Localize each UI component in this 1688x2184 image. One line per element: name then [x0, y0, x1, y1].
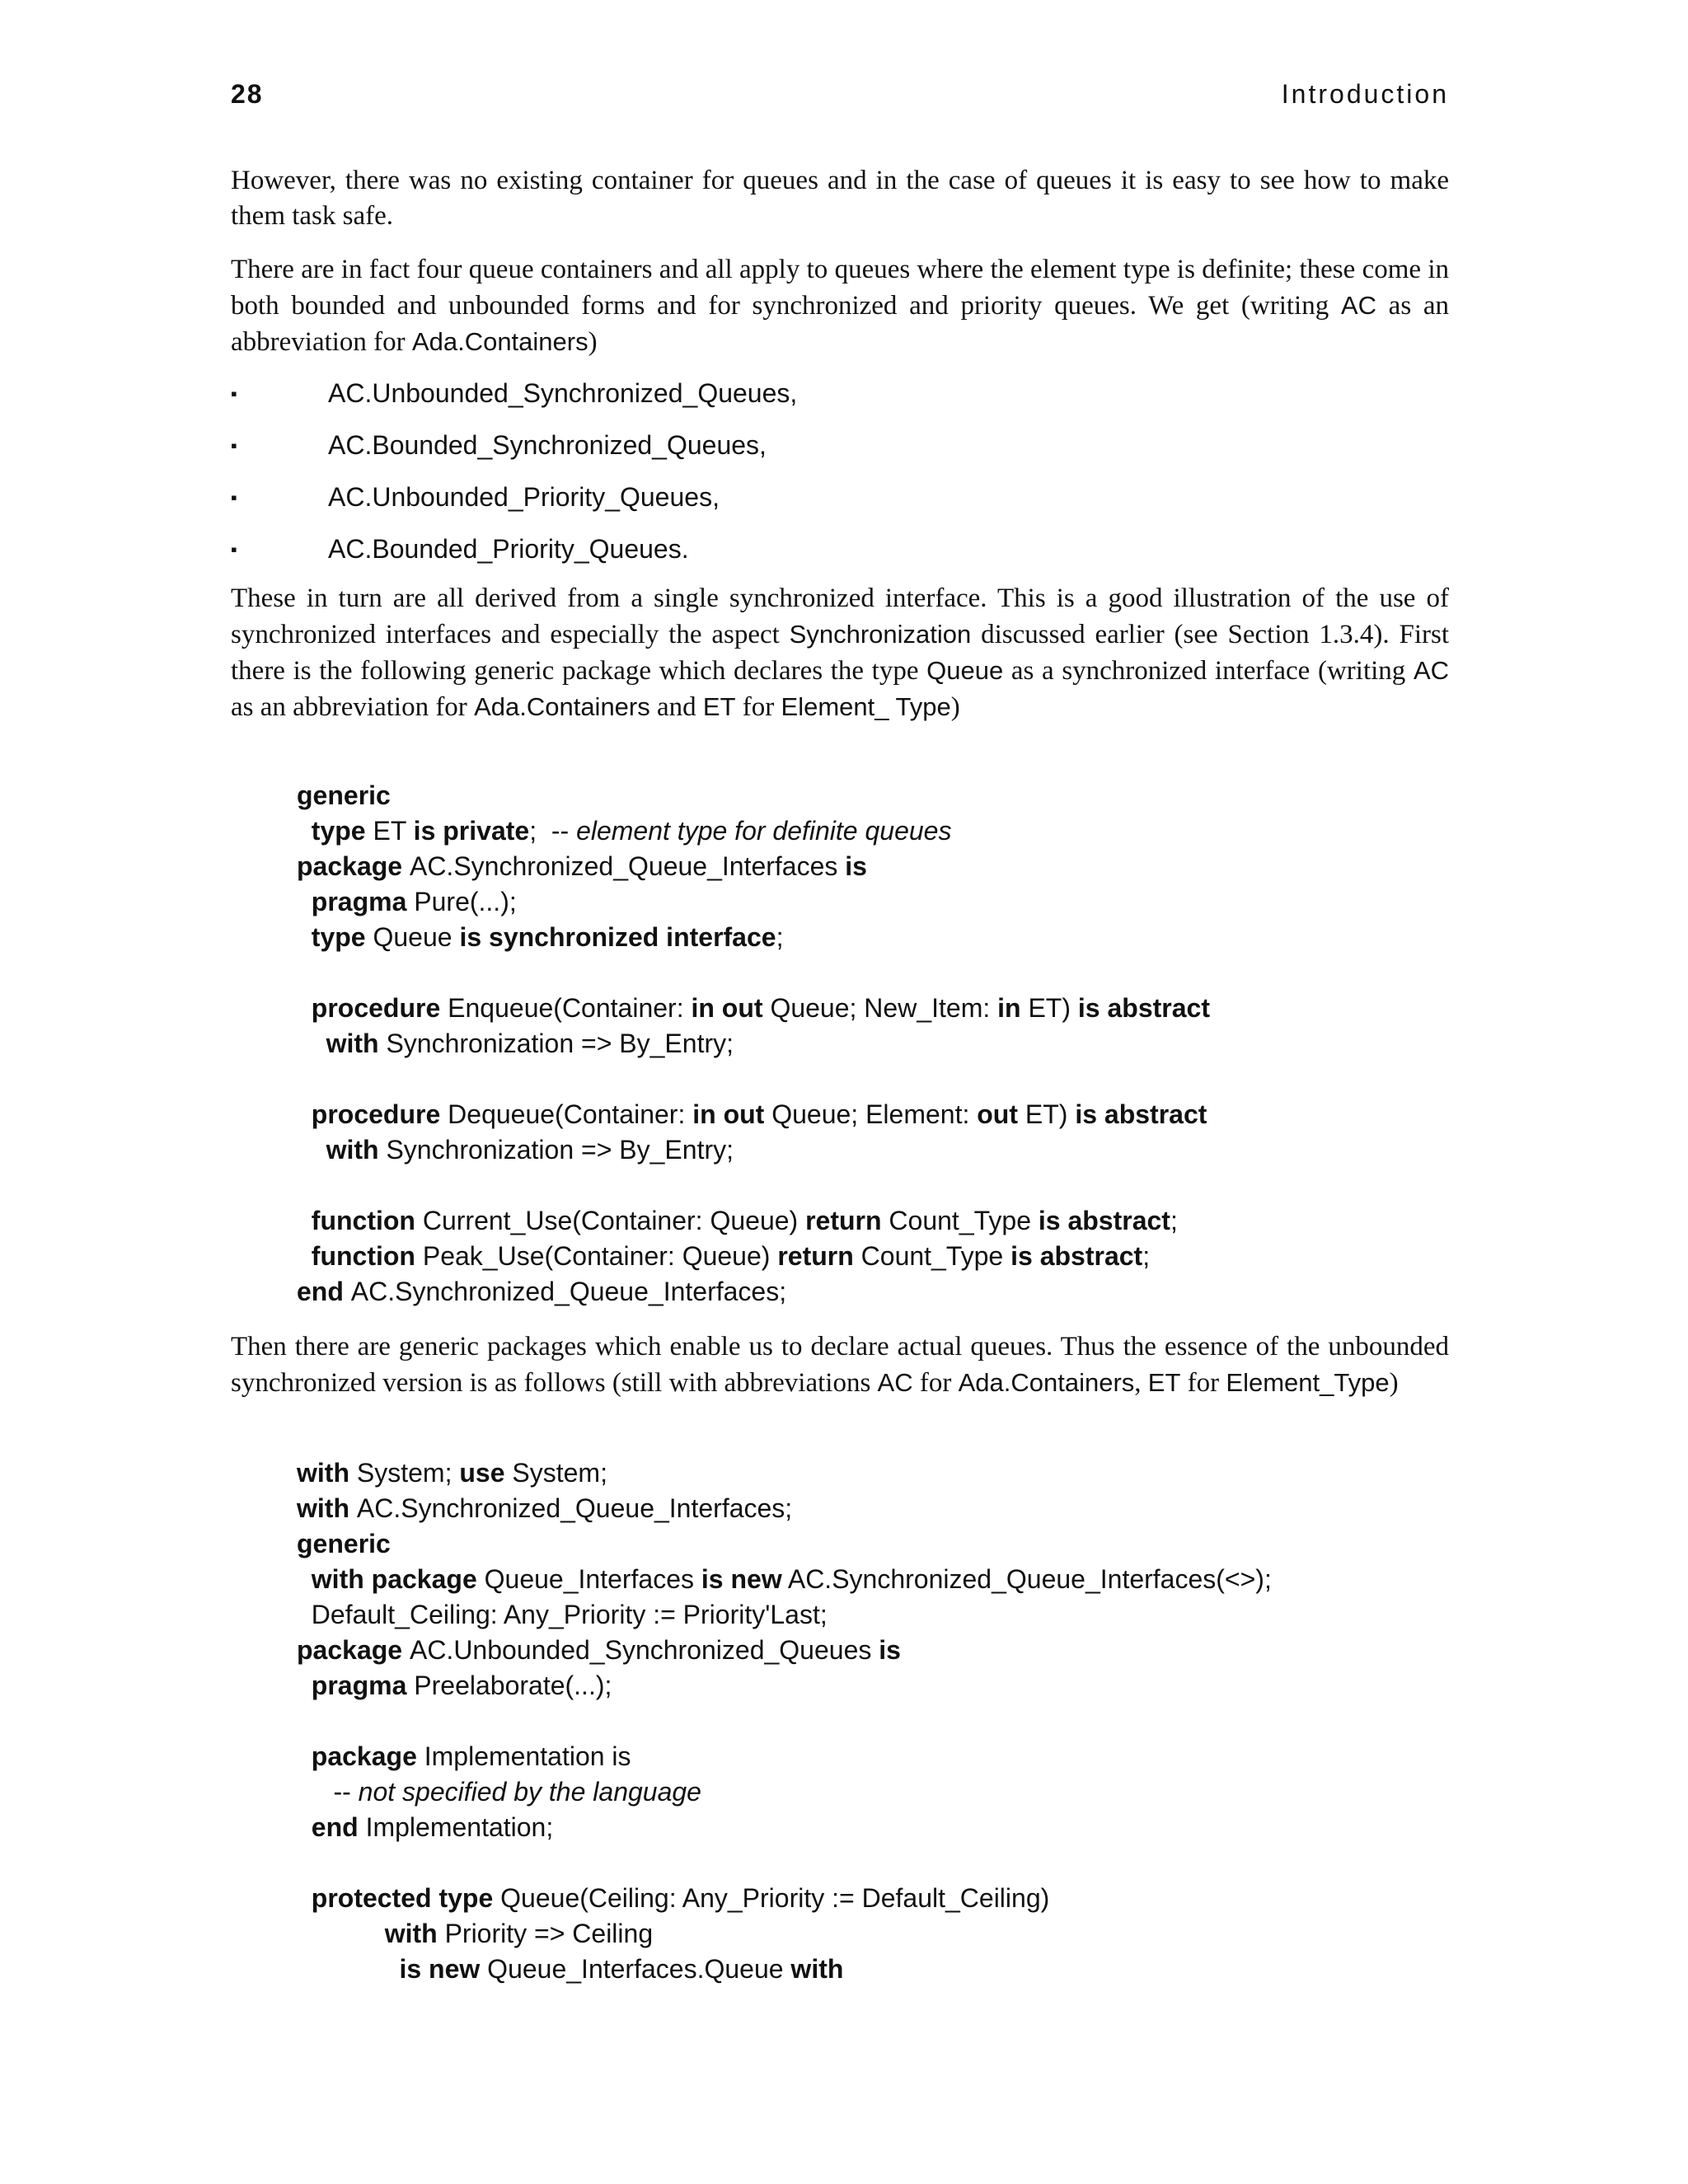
code-text: ET): [1017, 1099, 1076, 1129]
code-text: Queue; Element:: [764, 1099, 978, 1129]
bullet-icon: ▪: [231, 487, 237, 508]
code-indent: [297, 1135, 326, 1165]
code-keyword: package: [297, 1635, 410, 1665]
code-term-synchronization: Synchronization: [789, 620, 972, 649]
text-run: These in turn are all derived from a single synchronized interface. This is a good illustration of the use of synchronized interfaces and especially the aspect: [231, 583, 1449, 649]
code-term-ada-containers: Ada.Containers: [958, 1368, 1135, 1397]
list-item: [231, 480, 1449, 532]
code-line: [297, 1952, 1451, 1987]
text-run: ): [1389, 1368, 1399, 1398]
code-text: ; --: [529, 816, 577, 846]
code-indent: [297, 922, 312, 952]
code-keyword: is abstract: [1038, 1206, 1170, 1235]
code-keyword: end: [311, 1812, 366, 1842]
code-keyword: with: [384, 1919, 445, 1948]
text-run: ): [950, 692, 960, 722]
code-line: [297, 920, 1451, 955]
code-text: Enqueue(Container:: [448, 993, 692, 1023]
code-keyword: with: [297, 1458, 357, 1488]
page-header: [231, 79, 1449, 120]
code-line: [297, 1597, 1451, 1633]
text-run: for: [735, 692, 781, 722]
code-line: [297, 1774, 1451, 1810]
code-text: Dequeue(Container:: [448, 1099, 693, 1129]
code-text: Default_Ceiling: Any_Priority := Priority'Last;: [311, 1600, 828, 1629]
code-keyword: end: [297, 1277, 351, 1306]
text-run: for: [912, 1368, 959, 1398]
code-keyword: is: [879, 1635, 901, 1665]
code-line: [297, 813, 1451, 849]
code-text: Queue: [373, 922, 460, 952]
code-line: [297, 1810, 1451, 1845]
code-text: System;: [356, 1458, 460, 1488]
code-term-element-type: Element_Type: [1226, 1368, 1390, 1397]
code-indent: [297, 816, 312, 846]
text-run: as an abbreviation for: [231, 692, 475, 722]
code-indent: [297, 1919, 385, 1948]
code-line: [297, 884, 1451, 920]
text-run: as an abbreviation for: [231, 291, 1449, 357]
code-indent: [297, 1241, 312, 1271]
code-text: Implementation;: [365, 1812, 554, 1842]
paragraph-synchronized-interface: [231, 581, 1449, 725]
code-indent: [297, 1600, 312, 1629]
list-item-text: AC.Bounded_Priority_Queues.: [328, 534, 689, 564]
list-item-text: AC.Unbounded_Priority_Queues,: [328, 482, 720, 512]
code-term-et: ET: [702, 692, 736, 721]
code-line: [297, 1881, 1451, 1916]
code-line: [297, 1168, 1451, 1203]
code-comment: not specified by the language: [358, 1777, 701, 1807]
code-keyword: with: [297, 1493, 357, 1523]
paragraph-generic-packages: [231, 1329, 1449, 1401]
code-text: ;: [1170, 1206, 1178, 1235]
code-indent: [297, 1029, 326, 1058]
code-line: [297, 1097, 1451, 1132]
code-comment: element type for definite queues: [576, 816, 952, 846]
list-item: [231, 376, 1449, 428]
text-run: ): [588, 327, 598, 357]
code-keyword: procedure: [311, 993, 448, 1023]
code-keyword: protected type: [311, 1883, 501, 1913]
code-keyword: with package: [311, 1564, 485, 1594]
code-keyword: function: [311, 1206, 423, 1235]
text-run: Then there are generic packages which enable us to declare actual queues. Thus the essence of the unbounded synchronized version is as follows (still with abbreviations: [231, 1332, 1449, 1398]
code-text: AC.Synchronized_Queue_Interfaces;: [350, 1277, 787, 1306]
code-text: ;: [1142, 1241, 1151, 1271]
bullet-icon: ▪: [231, 539, 237, 560]
code-keyword: generic: [297, 780, 391, 810]
code-term-queue: Queue: [926, 656, 1004, 685]
code-text: Count_Type: [881, 1206, 1039, 1235]
code-keyword: package: [297, 851, 410, 881]
code-keyword: with: [790, 1954, 844, 1984]
paragraph-intro: However, there was no existing container for queues and in the case of queues it is easy to see how to make them task safe.: [231, 166, 1449, 231]
code-text: Count_Type: [853, 1241, 1011, 1271]
code-indent: [297, 1812, 312, 1842]
list-item: [231, 532, 1449, 583]
code-line: [297, 1562, 1451, 1597]
text-run: discussed earlier (see Section 1.3.4). First there is the following generic package which declares the type: [231, 620, 1449, 686]
code-line: [297, 1132, 1451, 1168]
code-text: AC.Synchronized_Queue_Interfaces;: [356, 1493, 793, 1523]
code-line: [297, 778, 1451, 813]
code-keyword: with: [326, 1135, 387, 1165]
code-line: [297, 1203, 1451, 1239]
code-line: [297, 1455, 1451, 1491]
code-term-ac: AC: [1413, 656, 1450, 685]
list-item-text: AC.Bounded_Synchronized_Queues,: [328, 430, 767, 460]
text-run: ,: [1134, 1368, 1148, 1398]
code-line: [297, 1062, 1451, 1097]
running-title: Introduction: [1281, 79, 1449, 109]
code-text: Queue_Interfaces.Queue: [487, 1954, 791, 1984]
code-keyword: in out: [692, 1099, 765, 1129]
code-term-ac: AC: [877, 1368, 913, 1397]
code-keyword: in: [997, 993, 1021, 1023]
code-keyword: is new: [399, 1954, 488, 1984]
code-line: [297, 1633, 1451, 1668]
code-keyword: out: [977, 1099, 1018, 1129]
code-indent: [297, 1099, 312, 1129]
code-text: AC.Synchronized_Queue_Interfaces(<>);: [781, 1564, 1272, 1594]
list-item-text: AC.Unbounded_Synchronized_Queues,: [328, 378, 798, 408]
code-keyword: type: [311, 922, 373, 952]
code-text: ET: [373, 816, 414, 846]
paragraph-queue-containers: [231, 252, 1449, 360]
code-keyword: is abstract: [1077, 993, 1210, 1023]
code-line: [297, 1739, 1451, 1774]
code-text: Queue_Interfaces: [484, 1564, 701, 1594]
code-text: AC.Synchronized_Queue_Interfaces: [409, 851, 846, 881]
code-keyword: is private: [413, 816, 530, 846]
code-block-unbounded-queues: [297, 1455, 1451, 1987]
text-run: for: [1180, 1368, 1226, 1398]
code-indent: [297, 1671, 312, 1700]
code-text: AC.Unbounded_Synchronized_Queues: [409, 1635, 879, 1665]
code-keyword: is abstract: [1075, 1099, 1207, 1129]
code-term-element-type: Element_ Type: [781, 692, 951, 721]
code-line: [297, 1491, 1451, 1526]
code-indent: [297, 1564, 312, 1594]
code-term-ada-containers: Ada.Containers: [411, 327, 588, 356]
code-keyword: is synchronized interface: [459, 922, 776, 952]
code-text: Priority => Ceiling: [444, 1919, 654, 1948]
code-line: [297, 849, 1451, 884]
code-keyword: return: [777, 1241, 854, 1271]
code-text: --: [333, 1777, 359, 1807]
code-text: Current_Use(Container: Queue): [422, 1206, 806, 1235]
list-item: [231, 428, 1449, 480]
code-keyword: is abstract: [1010, 1241, 1143, 1271]
bullet-icon: ▪: [231, 383, 237, 404]
code-line: [297, 1026, 1451, 1062]
text-run: as a synchronized interface (writing: [1003, 656, 1414, 686]
code-text: Synchronization => By_Entry;: [386, 1135, 734, 1165]
code-keyword: is new: [701, 1564, 782, 1594]
code-keyword: package: [311, 1741, 424, 1771]
code-line: [297, 1668, 1451, 1704]
code-block-interfaces: [297, 778, 1451, 1310]
code-keyword: generic: [297, 1529, 391, 1558]
code-indent: [297, 1954, 399, 1984]
code-line: [297, 1274, 1451, 1310]
code-keyword: return: [805, 1206, 882, 1235]
code-text: Queue(Ceiling: Any_Priority := Default_Ceiling): [500, 1883, 1050, 1913]
code-text: ;: [776, 922, 784, 952]
code-keyword: with: [326, 1029, 387, 1058]
text-run: There are in fact four queue containers and all apply to queues where the element type is definite; these come in both bounded and unbounded forms and for synchronized and priority queues. We get (writing: [231, 255, 1449, 321]
page-number: 28: [231, 79, 264, 109]
code-keyword: is: [845, 851, 867, 881]
code-text: Synchronization => By_Entry;: [386, 1029, 734, 1058]
code-term-et: ET: [1147, 1368, 1181, 1397]
code-line: [297, 991, 1451, 1026]
code-keyword: in out: [691, 993, 763, 1023]
code-indent: [297, 1741, 312, 1771]
code-term-ac: AC: [1340, 291, 1376, 320]
bullet-icon: ▪: [231, 435, 237, 456]
code-indent: [297, 993, 312, 1023]
code-term-ada-containers: Ada.Containers: [474, 692, 650, 721]
code-line: [297, 1526, 1451, 1562]
code-line: [297, 1916, 1451, 1952]
code-keyword: pragma: [311, 887, 415, 916]
code-text: ET): [1020, 993, 1078, 1023]
code-text: Queue; New_Item:: [762, 993, 998, 1023]
code-text: System;: [504, 1458, 607, 1488]
code-indent: [297, 887, 312, 916]
queue-container-list: [231, 376, 1449, 583]
code-indent: [297, 1206, 312, 1235]
code-line: [297, 1845, 1451, 1881]
code-indent: [297, 1883, 312, 1913]
code-indent: [297, 1777, 333, 1807]
code-text: Implementation is: [424, 1741, 631, 1771]
code-keyword: pragma: [311, 1671, 415, 1700]
text-run: and: [649, 692, 703, 722]
code-keyword: function: [311, 1241, 423, 1271]
code-text: Peak_Use(Container: Queue): [422, 1241, 778, 1271]
code-text: Pure(...);: [414, 887, 517, 916]
code-text: Preelaborate(...);: [414, 1671, 612, 1700]
code-line: [297, 1239, 1451, 1274]
code-keyword: procedure: [311, 1099, 448, 1129]
code-line: [297, 1704, 1451, 1739]
code-keyword: type: [311, 816, 373, 846]
code-line: [297, 955, 1451, 991]
code-keyword: use: [459, 1458, 505, 1488]
